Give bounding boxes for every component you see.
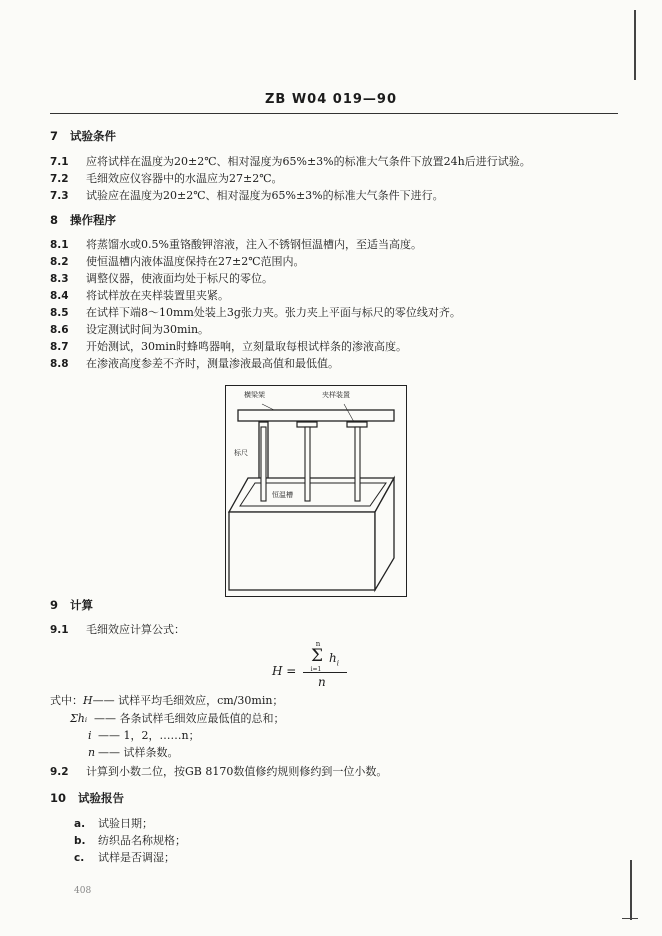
- scan-edge-mark: [622, 918, 638, 919]
- where-def-H: [50, 692, 283, 708]
- report-item-a: [74, 815, 153, 831]
- section-8-heading: [50, 212, 116, 228]
- apparatus-figure: [225, 385, 407, 597]
- tank-front: [229, 512, 375, 590]
- clause-text: 试验应在温度为20±2℃、相对湿度为65%±3%的标准大气条件下进行。: [86, 189, 444, 202]
- section-9-heading: [50, 597, 93, 613]
- clause-9-2: [50, 763, 387, 779]
- clause-number: 8.8: [50, 358, 69, 370]
- section-title: 操作程序: [70, 213, 117, 227]
- fraction-bar: [303, 672, 347, 673]
- def-symbol: Σhᵢ: [70, 712, 88, 725]
- clause-8-4: [50, 287, 229, 303]
- clause-number: 9.1: [50, 624, 69, 636]
- def-desc: —— 1，2，……n；: [98, 729, 200, 742]
- clause-number: 8.7: [50, 341, 69, 353]
- section-10-heading: [50, 790, 124, 806]
- clause-text: 设定测试时间为30min。: [86, 323, 210, 336]
- header-rule: [50, 113, 618, 114]
- def-symbol: n: [88, 746, 96, 759]
- section-number: 10: [50, 791, 67, 805]
- def-symbol: H: [83, 694, 93, 707]
- clause-text: 将蒸馏水或0.5%重铬酸钾溶液，注入不锈钢恒温槽内，至适当高度。: [86, 238, 422, 251]
- label-clamp: 夹样装置: [322, 391, 350, 399]
- clause-number: 8.1: [50, 239, 69, 251]
- clause-text: 开始测试，30min时蜂鸣器响，立刻量取每根试样条的渗液高度。: [86, 340, 408, 353]
- def-symbol: i: [88, 729, 92, 742]
- label-scale: 标尺: [234, 449, 248, 457]
- clamp-head: [347, 422, 367, 427]
- section-number: 7: [50, 129, 59, 143]
- clause-text: 使恒温槽内液体温度保持在27±2℃范围内。: [86, 255, 305, 268]
- clamp-head: [297, 422, 317, 427]
- standard-code: ZB W04 019—90: [264, 92, 398, 107]
- sum-lower: i=1: [310, 666, 322, 673]
- formula-lhs: H =: [272, 664, 297, 678]
- def-desc: —— 试样条数。: [98, 746, 179, 759]
- clause-7-3: [50, 187, 444, 203]
- clause-8-6: [50, 321, 209, 337]
- section-number: 8: [50, 213, 59, 227]
- clause-text: 调整仪器，使液面均处于标尺的零位。: [86, 272, 273, 285]
- clause-text: 毛细效应仪容器中的水温应为27±2℃。: [86, 172, 283, 185]
- clause-8-5: [50, 304, 461, 320]
- clause-number: 8.3: [50, 273, 69, 285]
- clause-text: 毛细效应计算公式：: [86, 623, 185, 636]
- item-letter: c.: [74, 852, 85, 864]
- sum-term: $h_i$: [329, 651, 339, 668]
- section-title: 试验报告: [78, 791, 125, 805]
- clause-text: 计算到小数二位，按GB 8170数值修约规则修约到一位小数。: [86, 765, 388, 778]
- clause-number: 7.1: [50, 156, 69, 168]
- clause-number: 9.2: [50, 766, 69, 778]
- scan-edge-mark: [634, 10, 636, 80]
- where-lead: 式中：: [50, 694, 83, 707]
- label-tank: 恒温槽: [272, 491, 293, 499]
- section-title: 试验条件: [70, 129, 117, 143]
- formula-denominator: n: [318, 675, 326, 689]
- item-text: 纺织品名称规格；: [98, 834, 186, 847]
- clause-number: 8.5: [50, 307, 69, 319]
- report-item-c: [74, 849, 175, 865]
- item-letter: a.: [74, 818, 86, 830]
- clause-8-7: [50, 338, 407, 354]
- clause-number: 8.2: [50, 256, 69, 268]
- apparatus-drawing: [226, 386, 406, 596]
- report-item-b: [74, 832, 186, 848]
- clause-text: 在试样下端8～10mm处装上3g张力夹。张力夹上平面与标尺的零位线对齐。: [86, 306, 461, 319]
- section-title: 计算: [70, 598, 94, 612]
- section-number: 9: [50, 598, 59, 612]
- specimen-rod: [261, 427, 266, 501]
- clause-8-8: [50, 355, 339, 371]
- clause-number: 8.4: [50, 290, 69, 302]
- def-desc: —— 试样平均毛细效应，cm/30min；: [92, 694, 284, 707]
- where-def-i: [88, 727, 200, 743]
- sum-sign: Σ: [310, 646, 324, 666]
- clause-7-1: [50, 153, 531, 169]
- clause-text: 应将试样在温度为20±2℃、相对湿度为65%±3%的标准大气条件下放置24h后进行试验。: [86, 155, 531, 168]
- item-text: 试验日期；: [98, 817, 153, 830]
- section-7-heading: [50, 128, 116, 144]
- clause-7-2: [50, 170, 283, 186]
- scan-edge-mark: [630, 860, 632, 920]
- where-def-n: [88, 744, 179, 760]
- item-text: 试样是否调湿；: [98, 851, 175, 864]
- clause-number: 7.3: [50, 190, 69, 202]
- clause-8-1: [50, 236, 422, 252]
- sum-upper: n: [315, 640, 321, 648]
- specimen-rod: [305, 427, 310, 501]
- where-def-sum: [70, 710, 285, 726]
- beam-frame: [238, 410, 394, 421]
- label-beam: 横梁架: [244, 391, 265, 399]
- page-number: 408: [74, 886, 92, 896]
- clause-text: 将试样放在夹样装置里夹紧。: [86, 289, 229, 302]
- clause-number: 7.2: [50, 173, 69, 185]
- clause-8-2: [50, 253, 305, 269]
- clause-8-3: [50, 270, 273, 286]
- clause-text: 在渗液高度参差不齐时，测量渗液最高值和最低值。: [86, 357, 339, 370]
- clause-number: 8.6: [50, 324, 69, 336]
- clause-9-1: [50, 621, 185, 637]
- def-desc: —— 各条试样毛细效应最低值的总和；: [94, 712, 285, 725]
- specimen-rod: [355, 427, 360, 501]
- item-letter: b.: [74, 835, 86, 847]
